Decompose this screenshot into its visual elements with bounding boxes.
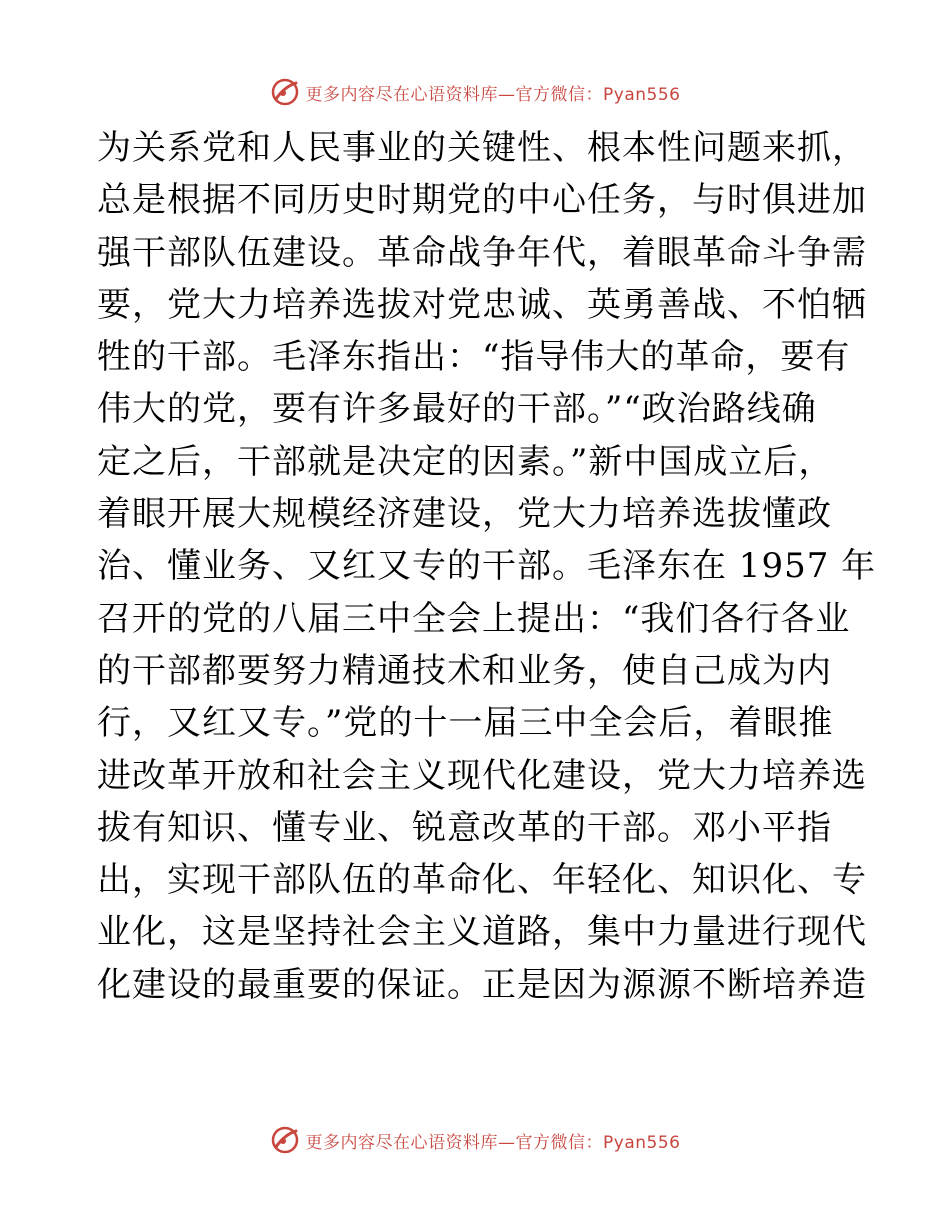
text-line: 定之后，干部就是决定的因素。”新中国成立后，	[97, 441, 834, 482]
footer-watermark	[0, 1120, 950, 1160]
text-line: 治、懂业务、又红又专的干部。毛泽东在 1957 年	[97, 546, 877, 587]
text-line: 化建设的最重要的保证。正是因为源源不断培养造	[97, 964, 867, 1005]
text-line: 着眼开展大规模经济建设，党大力培养选拔懂政	[97, 494, 832, 535]
logo-icon	[270, 1125, 300, 1155]
document-body	[97, 122, 877, 1011]
watermark-text: 更多内容尽在心语资料库—官方微信：Pyan556	[305, 1132, 681, 1153]
text-line: 出，实现干部队伍的革命化、年轻化、知识化、专	[97, 860, 867, 901]
text-line: 业化，这是坚持社会主义道路，集中力量进行现代	[97, 912, 867, 953]
text-line: 总是根据不同历史时期党的中心任务，与时俱进加	[97, 180, 867, 221]
text-line: 进改革开放和社会主义现代化建设，党大力培养选	[97, 755, 867, 796]
text-line: 牲的干部。毛泽东指出：“指导伟大的革命，要有	[97, 337, 851, 378]
text-line: 拔有知识、懂专业、锐意改革的干部。邓小平指	[97, 807, 832, 848]
text-line: 伟大的党，要有许多最好的干部。”“政治路线确	[97, 389, 817, 430]
text-line: 要，党大力培养选拔对党忠诚、英勇善战、不怕牺	[97, 284, 867, 325]
text-line: 召开的党的八届三中全会上提出：“我们各行各业	[97, 598, 851, 639]
header-watermark	[0, 72, 950, 112]
text-line: 为关系党和人民事业的关键性、根本性问题来抓，	[97, 128, 867, 168]
text-line: 行，又红又专。”党的十一届三中全会后，着眼推	[97, 703, 834, 744]
text-line: 的干部都要努力精通技术和业务，使自己成为内	[97, 650, 832, 691]
text-line: 强干部队伍建设。革命战争年代，着眼革命斗争需	[97, 232, 867, 273]
logo-icon	[270, 77, 300, 107]
watermark-text: 更多内容尽在心语资料库—官方微信：Pyan556	[305, 84, 681, 105]
